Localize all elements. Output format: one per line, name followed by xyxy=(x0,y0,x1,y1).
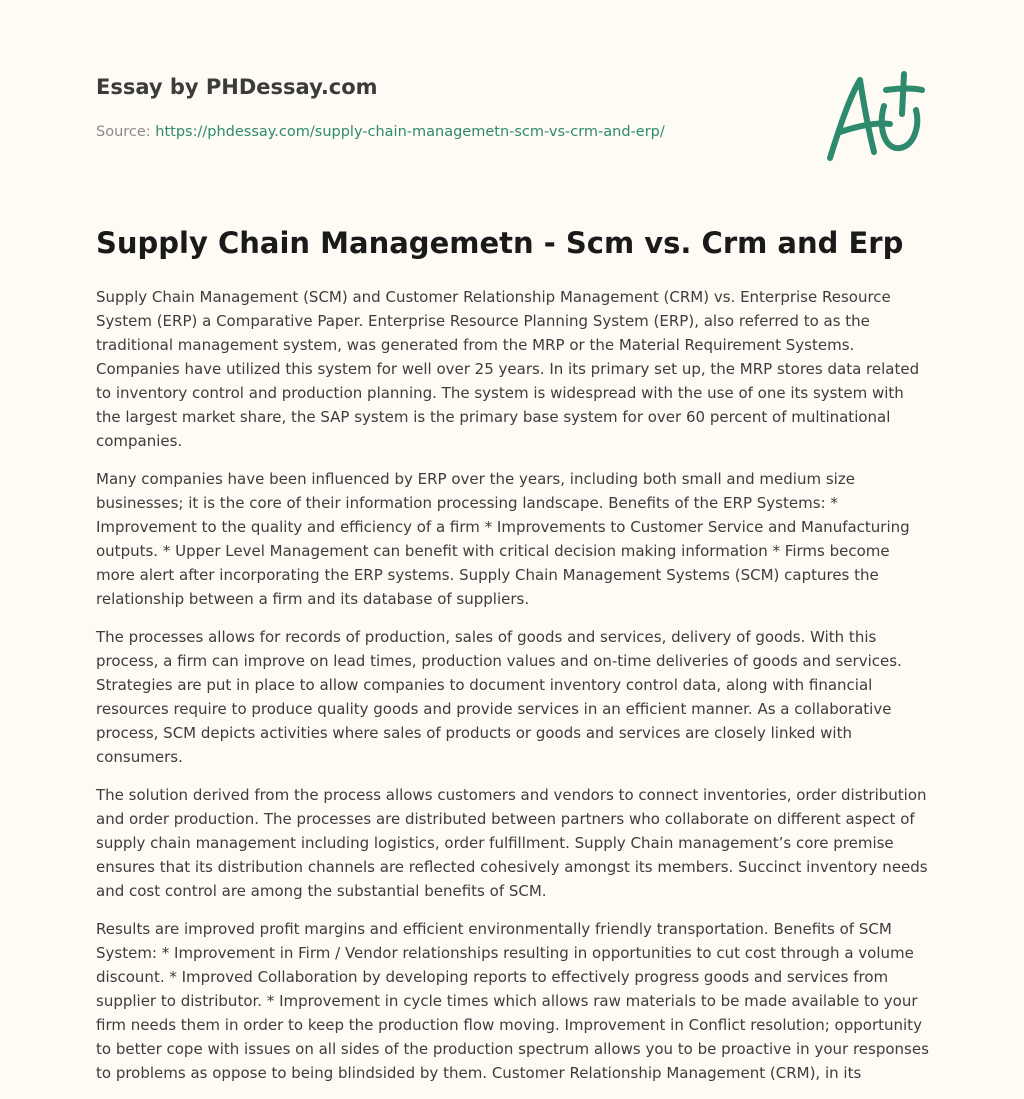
page-header xyxy=(0,0,1024,200)
essay-body xyxy=(96,285,932,1099)
site-title: Essay by PHDessay.com xyxy=(96,75,378,99)
essay-paragraph: Results are improved profit margins and efficient environmentally friendly transportation. Benefits of SCM System: * Improvement in Firm / Vendor relationships resulting in opportunities to cut cost through a volume discount. * Improved Collaboration by developing reports to effectively progress goods and services from supplier to distributor. * Improvement in cycle times which allows raw materials to be made available to your firm needs them in order to keep the production flow moving. Improvement in Conflict resolution; opportunity to better cope with issues on all sides of the production spectrum allows you to be proactive in your responses to problems as oppose to being blindsided by them. Customer Relationship Management (CRM), in its xyxy=(96,920,929,1082)
source-line xyxy=(96,124,665,140)
source-label: Source: xyxy=(96,124,156,140)
essay-paragraph: Many companies have been influenced by ERP over the years, including both small and medium size businesses; it is the core of their information processing landscape. Benefits of the ERP Systems: * Improvement to the quality and efficiency of a firm * Improvements to Customer Service and Manufacturing outputs. * Upper Level Management can benefit with critical decision making information * Firms become more alert after incorporating the ERP systems. Supply Chain Management Systems (SCM) captures the relationship between a firm and its database of suppliers. xyxy=(96,470,910,608)
essay-paragraph: The solution derived from the process allows customers and vendors to connect inventories, order distribution and order production. The processes are distributed between partners who collaborate on different aspect of supply chain management including logistics, order fulfillment. Supply Chain management’s core premise ensures that its distribution channels are reflected cohesively amongst its members. Succinct inventory needs and cost control are among the substantial benefits of SCM. xyxy=(96,786,928,900)
a-plus-logo-icon xyxy=(818,66,928,166)
essay-paragraph: Supply Chain Management (SCM) and Customer Relationship Management (CRM) vs. Enterprise Resource System (ERP) a Comparative Paper. Enterprise Resource Planning System (ERP), also referred to as the traditional management system, was generated from the MRP or the Material Requirement Systems. Companies have utilized this system for well over 25 years. In its primary set up, the MRP stores data related to inventory control and production planning. The system is widespread with the use of one its system with the largest market share, the SAP system is the primary base system for over 60 percent of multinational companies. xyxy=(96,288,920,450)
essay-title: Supply Chain Managemetn - Scm vs. Crm and Erp xyxy=(96,226,904,260)
source-link[interactable]: https://phdessay.com/supply-chain-managemetn-scm-vs-crm-and-erp/ xyxy=(155,124,665,140)
essay-paragraph: The processes allows for records of production, sales of goods and services, delivery of goods. With this process, a firm can improve on lead times, production values and on-time deliveries of goods and services. Strategies are put in place to allow companies to document inventory control data, along with financial resources require to produce quality goods and provide services in an efficient manner. As a collaborative process, SCM depicts activities where sales of products or goods and services are closely linked with consumers. xyxy=(96,628,902,766)
